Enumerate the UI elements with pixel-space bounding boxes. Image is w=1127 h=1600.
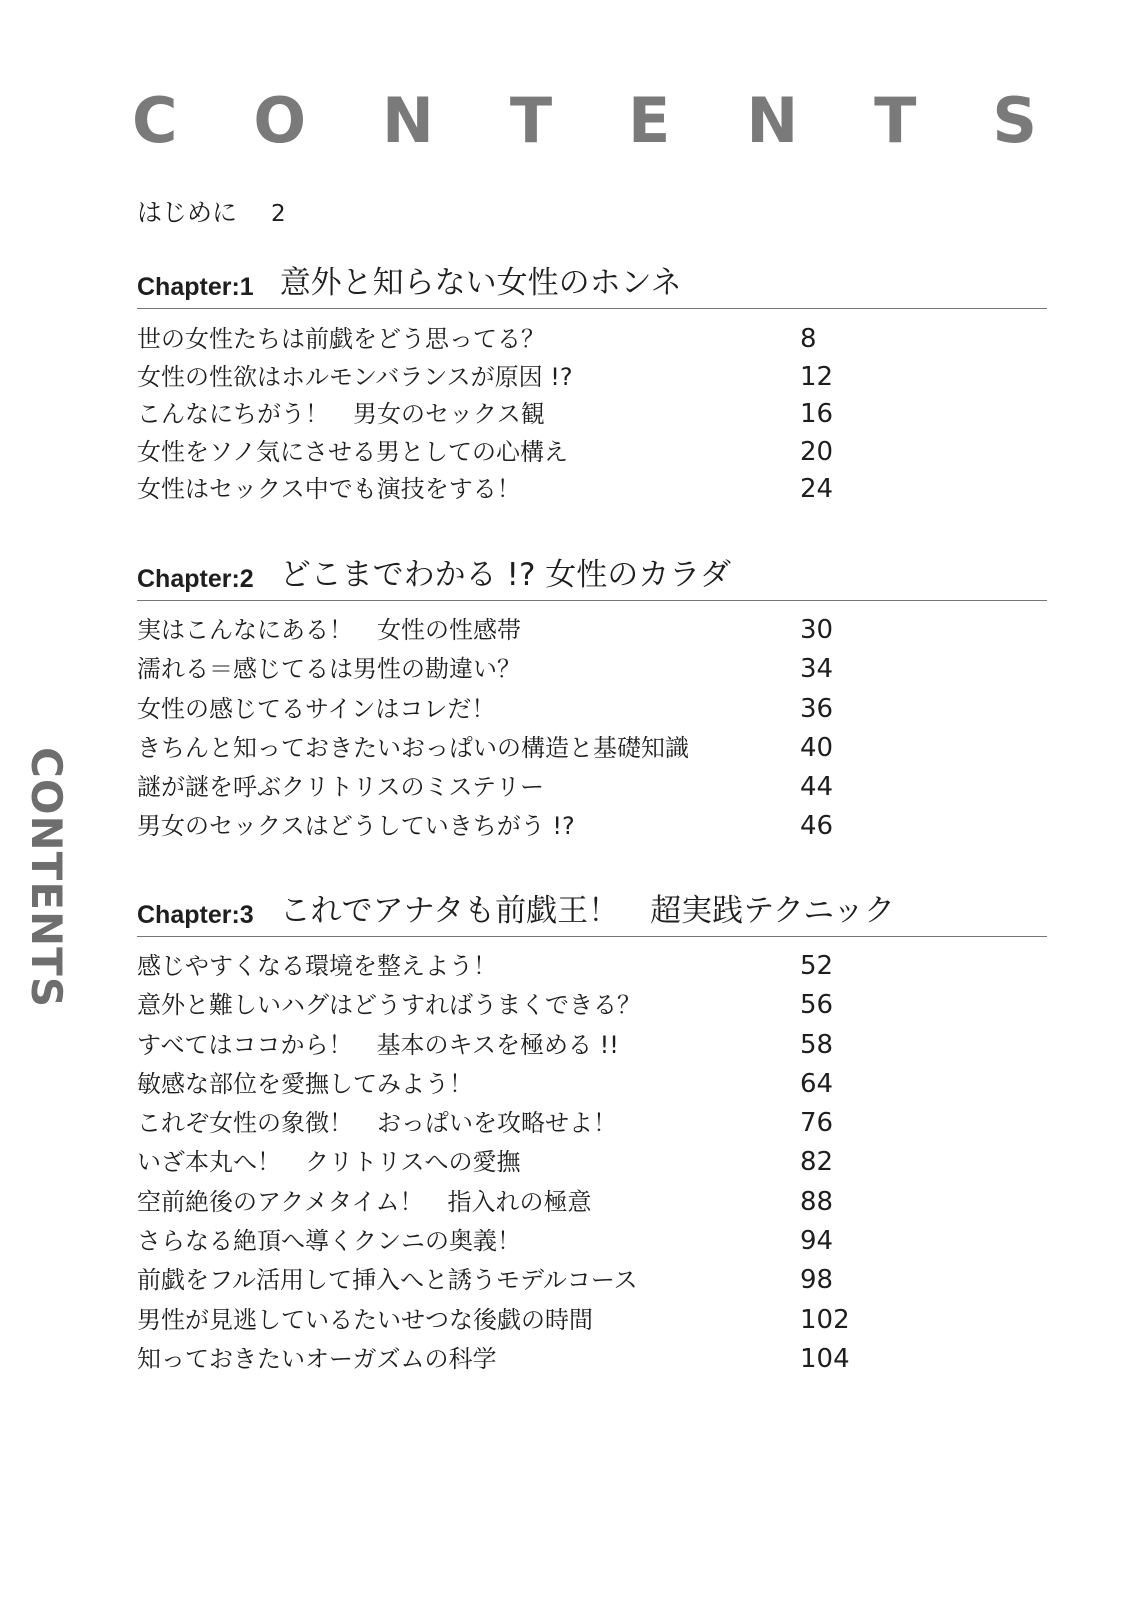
chapter-3 (137, 886, 1047, 1379)
heading-letter: N (382, 84, 434, 157)
toc-item-title: 女性の感じてるサインはコレだ！ (137, 694, 496, 723)
toc-item-title: 実はこんなにある！ 女性の性感帯 (137, 616, 521, 644)
toc-item-title: きちんと知っておきたいおっぱいの構造と基礎知識 (137, 733, 689, 762)
toc-item-title: 知っておきたいオーガズムの科学 (137, 1344, 497, 1373)
toc-item-title: 意外と難しいハグはどうすればうまくできる？ (137, 991, 641, 1020)
heading-letter: C (132, 84, 178, 157)
chapter-header (137, 550, 1047, 601)
toc-item-page: 34 (800, 654, 834, 685)
toc-item[interactable] (137, 434, 1047, 472)
intro-page: 2 (271, 201, 286, 227)
chapter-1 (137, 258, 1047, 509)
toc-item-page: 36 (800, 693, 834, 724)
heading-letter: N (746, 84, 799, 157)
heading-letter: E (628, 84, 671, 157)
chapter-number: Chapter:2 (137, 565, 254, 593)
heading-letter: T (874, 84, 917, 157)
toc-item[interactable] (137, 947, 1047, 986)
toc-item-page: 12 (800, 361, 834, 392)
toc-item-page: 82 (800, 1147, 834, 1178)
toc-item[interactable] (137, 396, 1047, 434)
toc-item[interactable] (137, 729, 1047, 768)
chapter-number: Chapter:3 (137, 901, 254, 929)
toc-item-title: 濡れる＝感じてるは男性の勘違い？ (137, 655, 521, 684)
toc-item-page: 20 (800, 436, 834, 467)
toc-item-page: 16 (800, 399, 834, 429)
toc-item[interactable] (137, 768, 1047, 807)
toc-item-title: いざ本丸へ！ クリトリスへの愛撫 (137, 1148, 521, 1177)
toc-list (137, 601, 1047, 847)
toc-item-title: 男女のセックスはどうしていきちがう !? (137, 812, 575, 841)
toc-item-title: 世の女性たちは前戯をどう思ってる？ (137, 325, 545, 353)
toc-item[interactable] (137, 650, 1047, 689)
chapter-title: どこまでわかる !? 女性のカラダ (279, 557, 731, 593)
toc-item-title: 女性の性欲はホルモンバランスが原因 !? (137, 362, 573, 391)
toc-item-title: 男性が見逃しているたいせつな後戯の時間 (137, 1305, 593, 1334)
toc-item-title: 空前絶後のアクメタイム！ 指入れの極意 (137, 1187, 592, 1216)
toc-item-title: こんなにちがう！ 男女のセックス観 (137, 400, 545, 428)
toc-item-page: 58 (800, 1029, 834, 1060)
intro-title: はじめに (137, 198, 238, 227)
toc-item-title: 謎が謎を呼ぶクリトリスのミステリー (137, 773, 545, 802)
chapter-2 (137, 550, 1047, 847)
toc-item[interactable] (137, 1261, 1047, 1300)
contents-heading (132, 86, 1037, 156)
toc-item[interactable] (137, 1143, 1047, 1182)
toc-item-page: 102 (800, 1304, 850, 1335)
toc-item[interactable] (137, 1104, 1047, 1143)
toc-item[interactable] (137, 321, 1047, 359)
side-contents-label: CONTENTS (22, 747, 71, 1009)
toc-item-page: 40 (800, 732, 834, 763)
toc-item-title: さらなる絶頂へ導くクンニの奥義！ (137, 1227, 521, 1256)
chapter-title: これでアナタも前戯王！ 超実践テクニック (279, 893, 896, 929)
toc-item[interactable] (137, 1065, 1047, 1104)
toc-item-page: 30 (800, 615, 834, 645)
toc-item[interactable] (137, 611, 1047, 650)
toc-item-title: 感じやすくなる環境を整えよう！ (137, 952, 497, 980)
toc-item[interactable] (137, 690, 1047, 729)
toc-item-page: 88 (800, 1186, 834, 1217)
toc-item-title: 女性をソノ気にさせる男としての心構え (137, 437, 569, 466)
toc-list (137, 937, 1047, 1379)
toc-item[interactable] (137, 986, 1047, 1025)
heading-letter: O (253, 84, 307, 157)
toc-item-page: 24 (800, 474, 834, 504)
chapter-title: 意外と知らない女性のホンネ (279, 265, 682, 301)
toc-item-page: 52 (800, 951, 834, 981)
toc-item-page: 76 (800, 1108, 834, 1139)
toc-item-title: 女性はセックス中でも演技をする！ (137, 475, 521, 503)
toc-item[interactable] (137, 1183, 1047, 1222)
toc-item[interactable] (137, 1301, 1047, 1340)
chapter-header (137, 886, 1047, 937)
chapter-number: Chapter:1 (137, 273, 254, 301)
chapter-header (137, 258, 1047, 309)
heading-letter: T (509, 84, 553, 157)
toc-item[interactable] (137, 1222, 1047, 1261)
toc-item[interactable] (137, 1340, 1047, 1379)
toc-item[interactable] (137, 471, 1047, 509)
toc-item[interactable] (137, 1026, 1047, 1065)
toc-item-title: 敏感な部位を愛撫してみよう！ (137, 1069, 473, 1098)
intro-entry[interactable] (137, 195, 286, 231)
toc-item-page: 64 (800, 1068, 834, 1099)
toc-item-page: 56 (800, 990, 834, 1021)
toc-item[interactable] (137, 359, 1047, 397)
toc-item-page: 104 (800, 1343, 850, 1374)
toc-item-title: 前戯をフル活用して挿入へと誘うモデルコース (137, 1266, 638, 1295)
toc-item-title: すべてはココから！ 基本のキスを極める !! (137, 1030, 619, 1059)
toc-item-page: 46 (800, 811, 834, 842)
toc-item-page: 8 (800, 324, 817, 354)
heading-letter: S (992, 84, 1037, 157)
toc-item[interactable] (137, 807, 1047, 846)
toc-list (137, 309, 1047, 509)
toc-item-page: 94 (800, 1226, 834, 1257)
toc-item-page: 98 (800, 1265, 834, 1296)
toc-item-page: 44 (800, 772, 834, 803)
toc-item-title: これぞ女性の象徴！ おっぱいを攻略せよ！ (137, 1109, 617, 1138)
